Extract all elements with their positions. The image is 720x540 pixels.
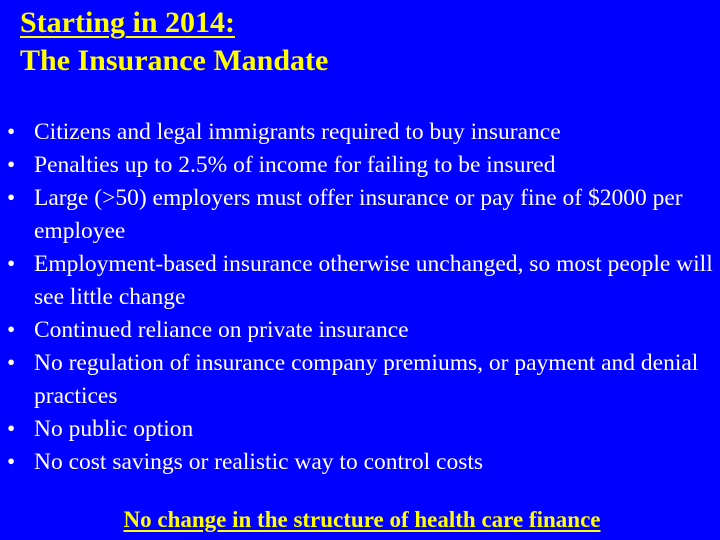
bullet-item xyxy=(0,413,720,446)
bullet-item xyxy=(0,149,720,182)
bullet-text: No cost savings or realistic way to control costs xyxy=(34,449,484,475)
bullet-dot-icon: • xyxy=(7,152,16,178)
bullet-text: No public option xyxy=(34,416,194,442)
footer-conclusion: No change in the structure of health care finance xyxy=(123,507,601,532)
bullet-item xyxy=(0,248,720,314)
bullet-dot-icon: • xyxy=(7,350,16,376)
bullet-item xyxy=(0,347,720,413)
bullet-dot-icon: • xyxy=(7,251,16,277)
bullet-item xyxy=(0,116,720,149)
bullet-text: Continued reliance on private insurance xyxy=(34,317,409,343)
bullet-item xyxy=(0,182,720,248)
bullet-item xyxy=(0,446,720,479)
bullet-list xyxy=(0,116,720,479)
bullet-dot-icon: • xyxy=(7,416,16,442)
bullet-text: Citizens and legal immigrants required to buy insurance xyxy=(34,119,561,145)
bullet-text: No regulation of insurance company premiums, or payment and denial practices xyxy=(34,350,699,409)
title-line-2: The Insurance Mandate xyxy=(20,44,329,77)
bullet-dot-icon: • xyxy=(7,317,16,343)
bullet-item xyxy=(0,314,720,347)
slide-title xyxy=(20,4,328,80)
title-line-1: Starting in 2014: xyxy=(20,6,236,39)
bullet-text: Penalties up to 2.5% of income for failing to be insured xyxy=(34,152,556,178)
bullet-dot-icon: • xyxy=(7,119,16,145)
bullet-text: Large (>50) employers must offer insurance or pay fine of $2000 per employee xyxy=(34,185,683,244)
bullet-dot-icon: • xyxy=(7,185,16,211)
bullet-dot-icon: • xyxy=(7,449,16,475)
bullet-text: Employment-based insurance otherwise unchanged, so most people will see little change xyxy=(34,251,713,310)
